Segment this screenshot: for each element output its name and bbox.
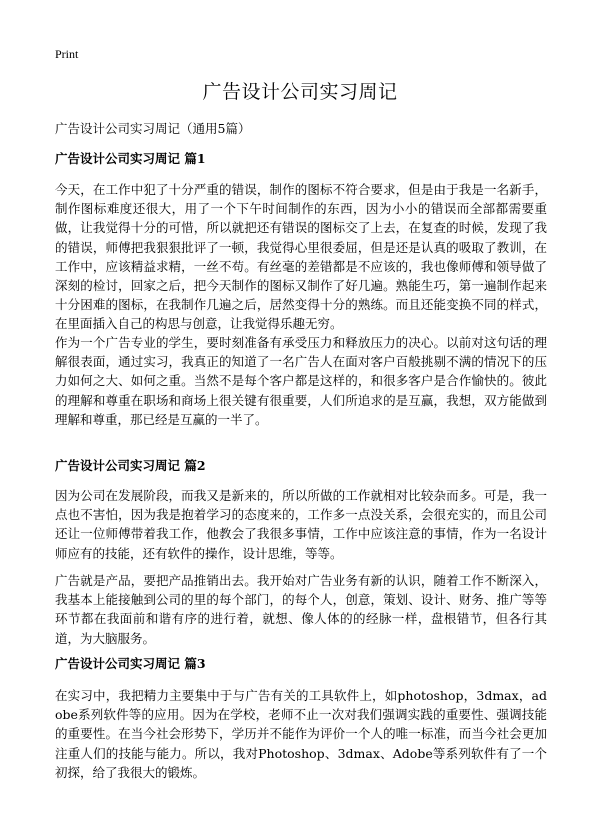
print-link[interactable]: Print [55,47,79,61]
section-1-paragraph-2: 作为一个广告专业的学生，要时刻准备有承受压力和释放压力的决心。以前对这句话的理解很表面，通过实习，我真正的知道了一名广告人在面对客户百般挑剔不满的情况下的压力如何之大、如何之重。当然不是每个客户都是这样的，和很多客户是合作愉快的。彼此的理解和尊重在职场和商场上很关键有很重要，人们所追求的是互赢，我想，双方能做到理解和尊重，那已经是互赢的一半了。 [55,335,547,427]
section-heading-3: 广告设计公司实习周记 篇3 [55,656,206,671]
section-3-paragraph-1: 在实习中，我把精力主要集中于与广告有关的工具软件上，如photoshop，3dmax，adobe系列软件等的应用。因为在学校，老师不止一次对我们强调实践的重要性、强调技能的重要性。在当今社会形势下，学历并不能作为评价一个人的唯一标准，而当今社会更加注重人们的技能与能力。所以，我对Photoshop、3dmax、Adobe等系列软件有了一个初探，给了我很大的锻炼。 [55,688,547,780]
section-2-paragraph-2: 广告就是产品，要把产品推销出去。我开始对广告业务有新的认识，随着工作不断深入，我基本上能接触到公司的里的每个部门，的每个人，创意，策划、设计、财务、推广等等环节都在我面前和谐有序的进行着，就想、像人体的的经脉一样，盘根错节，但各行其道，为大脑服务。 [55,573,547,646]
section-heading-1: 广告设计公司实习周记 篇1 [55,151,206,166]
section-1-paragraph-1: 今天，在工作中犯了十分严重的错误，制作的图标不符合要求，但是由于我是一名新手，制作图标难度还很大，用了一个下午时间制作的东西，因为小小的错误而全部都需要重做，让我觉得十分的可惜，所以就把还有错误的图标交了上去，在复查的时候，发现了我的错误，师傅把我狠狠批评了一顿，我觉得心里很委屈，但是还是认真的吸取了教训，在工作中，应该精益求精，一丝不苟。有丝毫的差错都是不应该的，我也像师傅和领导做了深刻的检讨，回家之后，把今天制作的图标又制作了好几遍。熟能生巧，第一遍制作起来十分困难的图标，在我制作几遍之后，居然变得十分的熟练。而且还能变换不同的样式，在里面插入自己的构思与创意，让我觉得乐趣无穷。 [55,182,547,332]
section-heading-2: 广告设计公司实习周记 篇2 [55,458,206,473]
document-subtitle: 广告设计公司实习周记（通用5篇） [55,121,251,136]
page-title: 广告设计公司实习周记 [202,81,398,103]
section-2-paragraph-1: 因为公司在发展阶段，而我又是新来的，所以所做的工作就相对比较杂而多。可是，我一点也不害怕，因为我是抱着学习的态度来的，工作多一点没关系，会很充实的，而且公司还让一位师傅带着我工作，他教会了我很多事情，工作中应该注意的事情，作为一名设计师应有的技能，还有软件的操作，设计思维，等等。 [55,488,547,561]
